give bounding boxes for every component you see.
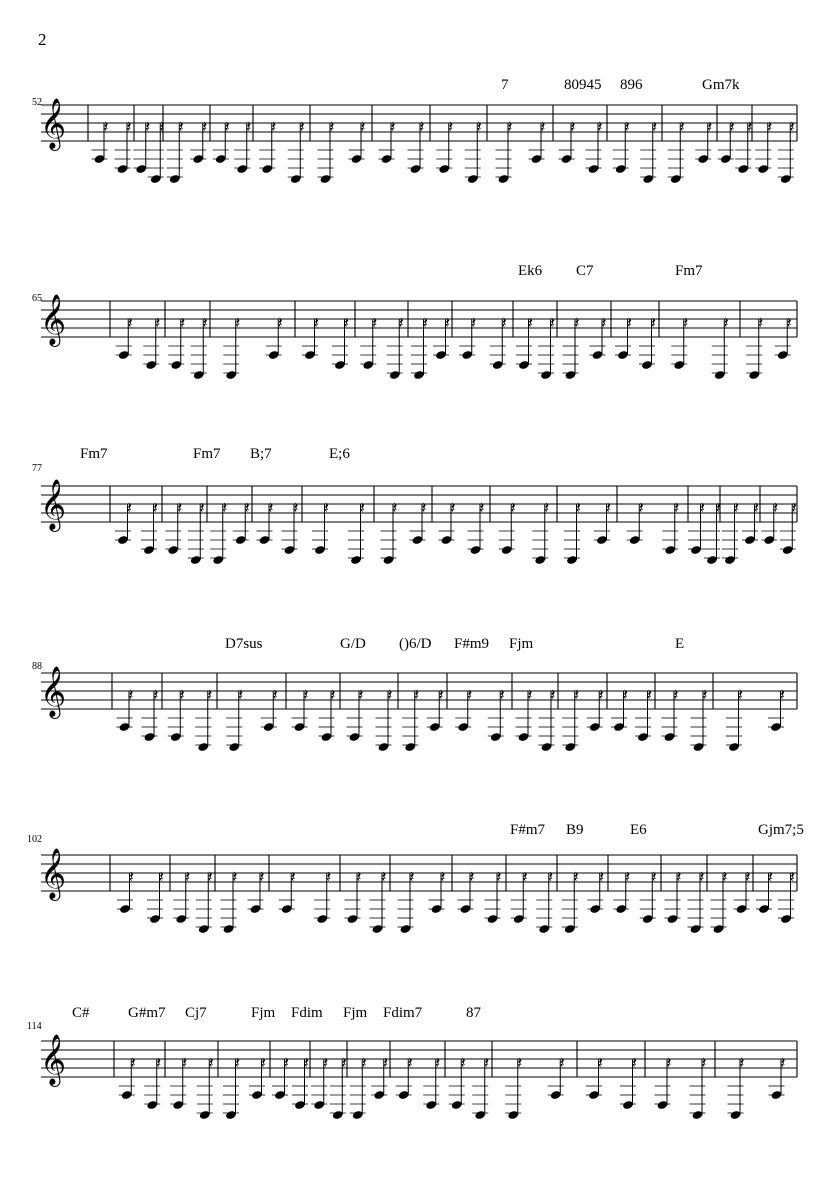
quarter-rest-icon: 𝄽 bbox=[103, 117, 109, 136]
quarter-rest-icon: 𝄽 bbox=[768, 867, 773, 886]
chord-symbol: C# bbox=[72, 1005, 90, 1021]
quarter-rest-icon: 𝄽 bbox=[392, 498, 398, 517]
quarter-rest-icon: 𝄽 bbox=[791, 498, 797, 517]
quarter-rest-icon: 𝄽 bbox=[127, 313, 133, 332]
quarter-rest-icon: 𝄽 bbox=[510, 498, 516, 517]
quarter-rest-icon: 𝄽 bbox=[476, 117, 482, 136]
chord-symbol: ()6/D bbox=[399, 636, 432, 652]
quarter-rest-icon: 𝄽 bbox=[496, 867, 502, 886]
quarter-rest-icon: 𝄽 bbox=[414, 685, 420, 704]
quarter-rest-icon: 𝄽 bbox=[574, 685, 580, 704]
quarter-rest-icon: 𝄽 bbox=[479, 498, 485, 517]
quarter-rest-icon: 𝄽 bbox=[381, 867, 387, 886]
quarter-rest-icon: 𝄽 bbox=[284, 1053, 289, 1072]
quarter-rest-icon: 𝄽 bbox=[599, 867, 605, 886]
quarter-rest-icon: 𝄽 bbox=[460, 1053, 466, 1072]
quarter-rest-icon: 𝄽 bbox=[469, 867, 475, 886]
quarter-rest-icon: 𝄽 bbox=[550, 685, 556, 704]
chord-symbol: B9 bbox=[566, 822, 584, 838]
quarter-rest-icon: 𝄽 bbox=[723, 313, 729, 332]
quarter-rest-icon: 𝄽 bbox=[207, 685, 213, 704]
measure-number: 114 bbox=[27, 1021, 42, 1032]
quarter-rest-icon: 𝄽 bbox=[540, 117, 546, 136]
treble-clef-icon: 𝄞 bbox=[40, 479, 67, 530]
chord-symbol: 896 bbox=[620, 77, 643, 93]
quarter-rest-icon: 𝄽 bbox=[683, 313, 689, 332]
chord-symbol: D7sus bbox=[225, 636, 263, 652]
quarter-rest-icon: 𝄽 bbox=[341, 1053, 347, 1072]
chord-symbol: 87 bbox=[466, 1005, 481, 1021]
quarter-rest-icon: 𝄽 bbox=[421, 498, 427, 517]
quarter-rest-icon: 𝄽 bbox=[651, 867, 657, 886]
quarter-rest-icon: 𝄽 bbox=[324, 498, 329, 517]
chord-symbol: G/D bbox=[340, 636, 366, 652]
chord-symbol: Fm7 bbox=[675, 263, 703, 279]
quarter-rest-icon: 𝄽 bbox=[419, 117, 425, 136]
quarter-rest-icon: 𝄽 bbox=[182, 1053, 188, 1072]
quarter-rest-icon: 𝄽 bbox=[679, 117, 685, 136]
quarter-rest-icon: 𝄽 bbox=[517, 1053, 523, 1072]
chord-symbol: 80945 bbox=[564, 77, 602, 93]
quarter-rest-icon: 𝄽 bbox=[700, 498, 705, 517]
quarter-rest-icon: 𝄽 bbox=[244, 498, 250, 517]
quarter-rest-icon: 𝄽 bbox=[356, 867, 362, 886]
quarter-rest-icon: 𝄽 bbox=[383, 1053, 389, 1072]
chord-symbol: E6 bbox=[630, 822, 647, 838]
quarter-rest-icon: 𝄽 bbox=[272, 685, 278, 704]
chord-symbol: F#m9 bbox=[454, 636, 490, 652]
quarter-rest-icon: 𝄽 bbox=[576, 498, 581, 517]
quarter-rest-icon: 𝄽 bbox=[780, 685, 785, 704]
quarter-rest-icon: 𝄽 bbox=[522, 867, 528, 886]
chord-symbol: G#m7 bbox=[128, 1005, 166, 1021]
quarter-rest-icon: 𝄽 bbox=[238, 685, 244, 704]
measure-number: 102 bbox=[27, 834, 42, 845]
quarter-rest-icon: 𝄽 bbox=[271, 117, 277, 136]
chord-symbol: Fjm bbox=[509, 636, 534, 652]
chord-symbol: Fm7 bbox=[80, 446, 108, 462]
quarter-rest-icon: 𝄽 bbox=[153, 498, 158, 517]
quarter-rest-icon: 𝄽 bbox=[277, 313, 283, 332]
chord-symbol: Fm7 bbox=[193, 446, 221, 462]
quarter-rest-icon: 𝄽 bbox=[208, 1053, 214, 1072]
quarter-rest-icon: 𝄽 bbox=[435, 1053, 441, 1072]
quarter-rest-icon: 𝄽 bbox=[179, 685, 185, 704]
quarter-rest-icon: 𝄽 bbox=[180, 313, 186, 332]
quarter-rest-icon: 𝄽 bbox=[652, 117, 658, 136]
chord-symbol: F#m7 bbox=[510, 822, 546, 838]
quarter-rest-icon: 𝄽 bbox=[358, 685, 364, 704]
quarter-rest-icon: 𝄽 bbox=[651, 313, 656, 332]
chord-symbol: Fdim7 bbox=[383, 1005, 423, 1021]
quarter-rest-icon: 𝄽 bbox=[623, 685, 628, 704]
quarter-rest-icon: 𝄽 bbox=[159, 867, 164, 886]
quarter-rest-icon: 𝄽 bbox=[360, 498, 365, 517]
quarter-rest-icon: 𝄽 bbox=[423, 313, 428, 332]
chord-symbol: Fjm bbox=[251, 1005, 276, 1021]
quarter-rest-icon: 𝄽 bbox=[638, 498, 644, 517]
quarter-rest-icon: 𝄽 bbox=[598, 1053, 603, 1072]
quarter-rest-icon: 𝄽 bbox=[499, 685, 505, 704]
quarter-rest-icon: 𝄽 bbox=[438, 685, 444, 704]
quarter-rest-icon: 𝄽 bbox=[598, 685, 604, 704]
chord-symbol: C7 bbox=[576, 263, 594, 279]
quarter-rest-icon: 𝄽 bbox=[722, 867, 728, 886]
chord-symbol: Gm7k bbox=[702, 77, 740, 93]
quarter-rest-icon: 𝄽 bbox=[155, 313, 161, 332]
quarter-rest-icon: 𝄽 bbox=[177, 498, 183, 517]
quarter-rest-icon: 𝄽 bbox=[246, 117, 252, 136]
chord-symbol: Fdim bbox=[291, 1005, 323, 1021]
quarter-rest-icon: 𝄽 bbox=[202, 313, 208, 332]
quarter-rest-icon: 𝄽 bbox=[372, 313, 378, 332]
chord-symbol: E bbox=[675, 636, 685, 652]
quarter-rest-icon: 𝄽 bbox=[627, 313, 632, 332]
quarter-rest-icon: 𝄽 bbox=[232, 867, 238, 886]
quarter-rest-icon: 𝄽 bbox=[407, 1053, 413, 1072]
quarter-rest-icon: 𝄽 bbox=[409, 867, 415, 886]
quarter-rest-icon: 𝄽 bbox=[323, 1053, 329, 1072]
quarter-rest-icon: 𝄽 bbox=[570, 117, 576, 136]
quarter-rest-icon: 𝄽 bbox=[390, 117, 396, 136]
measure-number: 65 bbox=[32, 293, 42, 304]
quarter-rest-icon: 𝄽 bbox=[573, 867, 579, 886]
quarter-rest-icon: 𝄽 bbox=[789, 117, 795, 136]
chord-symbol: Fjm bbox=[343, 1005, 368, 1021]
quarter-rest-icon: 𝄽 bbox=[597, 117, 603, 136]
quarter-rest-icon: 𝄽 bbox=[739, 1053, 745, 1072]
quarter-rest-icon: 𝄽 bbox=[329, 117, 335, 136]
quarter-rest-icon: 𝄽 bbox=[467, 685, 473, 704]
quarter-rest-icon: 𝄽 bbox=[747, 117, 753, 136]
page-number: 2 bbox=[38, 30, 47, 49]
quarter-rest-icon: 𝄽 bbox=[528, 313, 533, 332]
quarter-rest-icon: 𝄽 bbox=[130, 1053, 136, 1072]
quarter-rest-icon: 𝄽 bbox=[699, 867, 705, 886]
quarter-rest-icon: 𝄽 bbox=[790, 867, 795, 886]
quarter-rest-icon: 𝄽 bbox=[440, 867, 446, 886]
quarter-rest-icon: 𝄽 bbox=[745, 867, 751, 886]
quarter-rest-icon: 𝄽 bbox=[126, 117, 132, 136]
treble-clef-icon: 𝄞 bbox=[40, 848, 67, 899]
quarter-rest-icon: 𝄽 bbox=[673, 685, 679, 704]
quarter-rest-icon: 𝄽 bbox=[268, 498, 274, 517]
quarter-rest-icon: 𝄽 bbox=[527, 685, 533, 704]
quarter-rest-icon: 𝄽 bbox=[734, 498, 739, 517]
quarter-rest-icon: 𝄽 bbox=[304, 1053, 309, 1072]
quarter-rest-icon: 𝄽 bbox=[290, 867, 296, 886]
quarter-rest-icon: 𝄽 bbox=[178, 117, 184, 136]
quarter-rest-icon: 𝄽 bbox=[550, 313, 555, 332]
quarter-rest-icon: 𝄽 bbox=[448, 117, 454, 136]
quarter-rest-icon: 𝄽 bbox=[780, 1053, 786, 1072]
chord-symbol: 7 bbox=[501, 77, 509, 93]
chord-symbol: Ek6 bbox=[518, 263, 543, 279]
quarter-rest-icon: 𝄽 bbox=[235, 1053, 240, 1072]
quarter-rest-icon: 𝄽 bbox=[303, 685, 309, 704]
quarter-rest-icon: 𝄽 bbox=[344, 313, 349, 332]
measure-number: 88 bbox=[32, 661, 42, 672]
chord-symbol: Gjm7;5 bbox=[758, 822, 804, 838]
treble-clef-icon: 𝄞 bbox=[40, 666, 67, 717]
quarter-rest-icon: 𝄽 bbox=[259, 867, 265, 886]
quarter-rest-icon: 𝄽 bbox=[326, 867, 332, 886]
quarter-rest-icon: 𝄽 bbox=[156, 1053, 162, 1072]
quarter-rest-icon: 𝄽 bbox=[398, 313, 404, 332]
quarter-rest-icon: 𝄽 bbox=[559, 1053, 565, 1072]
quarter-rest-icon: 𝄽 bbox=[786, 313, 792, 332]
treble-clef-icon: 𝄞 bbox=[40, 294, 67, 345]
quarter-rest-icon: 𝄽 bbox=[606, 498, 611, 517]
quarter-rest-icon: 𝄽 bbox=[754, 498, 759, 517]
quarter-rest-icon: 𝄽 bbox=[314, 313, 319, 332]
treble-clef-icon: 𝄞 bbox=[40, 98, 67, 149]
quarter-rest-icon: 𝄽 bbox=[701, 1053, 707, 1072]
quarter-rest-icon: 𝄽 bbox=[450, 498, 456, 517]
quarter-rest-icon: 𝄽 bbox=[299, 117, 305, 136]
quarter-rest-icon: 𝄽 bbox=[127, 498, 132, 517]
quarter-rest-icon: 𝄽 bbox=[261, 1053, 266, 1072]
quarter-rest-icon: 𝄽 bbox=[159, 117, 165, 136]
quarter-rest-icon: 𝄽 bbox=[548, 867, 554, 886]
quarter-rest-icon: 𝄽 bbox=[387, 685, 393, 704]
quarter-rest-icon: 𝄽 bbox=[185, 867, 191, 886]
quarter-rest-icon: 𝄽 bbox=[707, 117, 713, 136]
quarter-rest-icon: 𝄽 bbox=[666, 1053, 672, 1072]
quarter-rest-icon: 𝄽 bbox=[129, 867, 134, 886]
quarter-rest-icon: 𝄽 bbox=[471, 313, 477, 332]
quarter-rest-icon: 𝄽 bbox=[702, 685, 708, 704]
quarter-rest-icon: 𝄽 bbox=[330, 685, 336, 704]
quarter-rest-icon: 𝄽 bbox=[235, 313, 241, 332]
quarter-rest-icon: 𝄽 bbox=[625, 867, 631, 886]
quarter-rest-icon: 𝄽 bbox=[632, 1053, 637, 1072]
quarter-rest-icon: 𝄽 bbox=[574, 313, 580, 332]
quarter-rest-icon: 𝄽 bbox=[484, 1053, 490, 1072]
quarter-rest-icon: 𝄽 bbox=[758, 313, 764, 332]
quarter-rest-icon: 𝄽 bbox=[128, 685, 134, 704]
quarter-rest-icon: 𝄽 bbox=[676, 867, 682, 886]
quarter-rest-icon: 𝄽 bbox=[767, 117, 773, 136]
quarter-rest-icon: 𝄽 bbox=[773, 498, 779, 517]
quarter-rest-icon: 𝄽 bbox=[544, 498, 550, 517]
quarter-rest-icon: 𝄽 bbox=[199, 498, 205, 517]
quarter-rest-icon: 𝄽 bbox=[360, 117, 366, 136]
quarter-rest-icon: 𝄽 bbox=[207, 867, 213, 886]
measure-number: 52 bbox=[32, 97, 42, 108]
quarter-rest-icon: 𝄽 bbox=[601, 313, 607, 332]
quarter-rest-icon: 𝄽 bbox=[224, 117, 230, 136]
chord-symbol: Cj7 bbox=[185, 1005, 207, 1021]
quarter-rest-icon: 𝄽 bbox=[507, 117, 513, 136]
quarter-rest-icon: 𝄽 bbox=[153, 685, 159, 704]
quarter-rest-icon: 𝄽 bbox=[624, 117, 630, 136]
quarter-rest-icon: 𝄽 bbox=[202, 117, 208, 136]
quarter-rest-icon: 𝄽 bbox=[674, 498, 680, 517]
quarter-rest-icon: 𝄽 bbox=[738, 685, 743, 704]
quarter-rest-icon: 𝄽 bbox=[647, 685, 652, 704]
measure-number: 77 bbox=[32, 463, 42, 474]
quarter-rest-icon: 𝄽 bbox=[293, 498, 299, 517]
quarter-rest-icon: 𝄽 bbox=[501, 313, 507, 332]
quarter-rest-icon: 𝄽 bbox=[716, 498, 721, 517]
chord-symbol: E;6 bbox=[329, 446, 350, 462]
quarter-rest-icon: 𝄽 bbox=[361, 1053, 367, 1072]
quarter-rest-icon: 𝄽 bbox=[729, 117, 735, 136]
quarter-rest-icon: 𝄽 bbox=[445, 313, 450, 332]
quarter-rest-icon: 𝄽 bbox=[145, 117, 151, 136]
chord-symbol: B;7 bbox=[250, 446, 272, 462]
treble-clef-icon: 𝄞 bbox=[40, 1034, 67, 1085]
quarter-rest-icon: 𝄽 bbox=[222, 498, 228, 517]
